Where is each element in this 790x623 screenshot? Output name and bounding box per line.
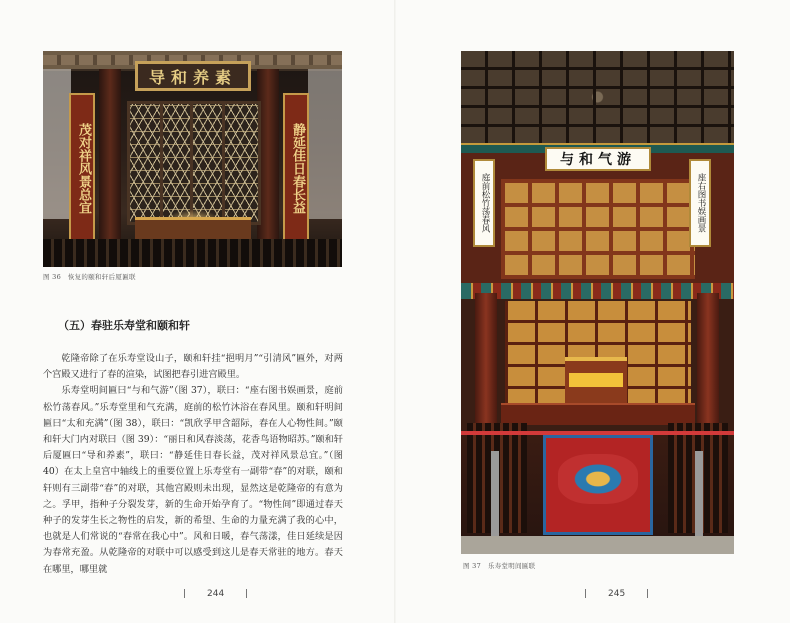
photo-railing — [43, 239, 342, 267]
folio-divider — [246, 589, 247, 598]
folio-divider — [647, 589, 648, 598]
couplet-right: 静延佳日春长益 — [283, 93, 309, 243]
paragraph: 乾隆帝除了在乐寿堂设山子，颐和轩挂“挹明月”“引清风”匾外，对两个宫殿又进行了春的渲染，试图把春引进宫殿里。 — [43, 353, 343, 381]
photo-painted-band — [461, 283, 734, 299]
photo-yihexuan-rear-hall — [43, 51, 342, 267]
photo-pillar — [697, 293, 719, 443]
section-title: （五）春驻乐寿堂和颐和轩 — [58, 319, 190, 332]
couplet-left: 茂对祥风景总宜 — [69, 93, 95, 243]
photo-pillar — [475, 293, 497, 443]
couplet-right: 座右图书娱画景 — [689, 159, 711, 247]
photo-lattice-panels — [501, 179, 695, 279]
photo-pillar — [99, 69, 121, 267]
paragraph: 乐寿堂明间匾曰“与和气游”（图 37），联曰：“座右图书娱画景，庭前松竹荡春风。”乐寿堂里和气充满，庭前的松竹沐浴在春风里。颐和轩明间匾曰“太和充满”（图 38），联曰：“凯欣孚甲含韶际，春在人心物性间。”颐和轩大门内对联曰（图 39）：“丽日和风春淡荡，花香鸟语物昭苏。”颐和轩后厦匾曰“导和养素”，联曰：“静延佳日春长益，茂对祥风景总宜。”（图 40）在太上皇宫中轴线上的重要位置上乐寿堂有一副带“春”的对联，颐和轩则有三副带“春”的对联，其他宫殿则未出现，显然这是乾隆帝的有意为之。孚甲，指种子分裂发芽，新的生命开始孕育了。“物性间”即通过春天种子的发芽生长之物性的启发，新的希望、生命的力量充满了我的心中，也就是人们常说的“春常在我心中”。风和日暖，春气荡漾，佳日延续是因为春常充盈。从乾隆帝的对联中可以感受到这儿是春天常驻的地方。春天在哪里，哪里就 — [43, 385, 343, 575]
photo-barrier-rope — [461, 431, 734, 435]
photo-dragon-carpet — [543, 435, 653, 535]
folio-divider — [184, 589, 185, 598]
photo-leshoutang-central-bay — [461, 51, 734, 554]
figure-caption: 图 37 乐寿堂明间匾联 — [463, 562, 536, 570]
figure-caption: 图 36 恢复的颐和轩后厦匾联 — [43, 273, 136, 281]
photo-cushion — [569, 373, 623, 387]
photo-lattice-screen — [127, 101, 261, 225]
photo-floor-edge — [461, 536, 734, 554]
horizontal-plaque: 导和养素 — [135, 61, 251, 91]
page-number-text: 244 — [207, 589, 225, 599]
couplet-left: 庭前松竹荡春风 — [473, 159, 495, 247]
folio-divider — [585, 589, 586, 598]
body-text — [43, 351, 343, 578]
photo-window-left — [43, 69, 71, 219]
photo-platform — [501, 403, 695, 425]
right-page — [395, 0, 790, 623]
photo-throne-base — [135, 217, 251, 240]
page-number-text: 245 — [608, 589, 626, 599]
horizontal-plaque: 与和气游 — [545, 147, 651, 171]
page-number — [162, 589, 269, 599]
page-number — [563, 589, 670, 599]
photo-coffered-ceiling — [461, 51, 734, 143]
photo-window-right — [308, 69, 342, 219]
